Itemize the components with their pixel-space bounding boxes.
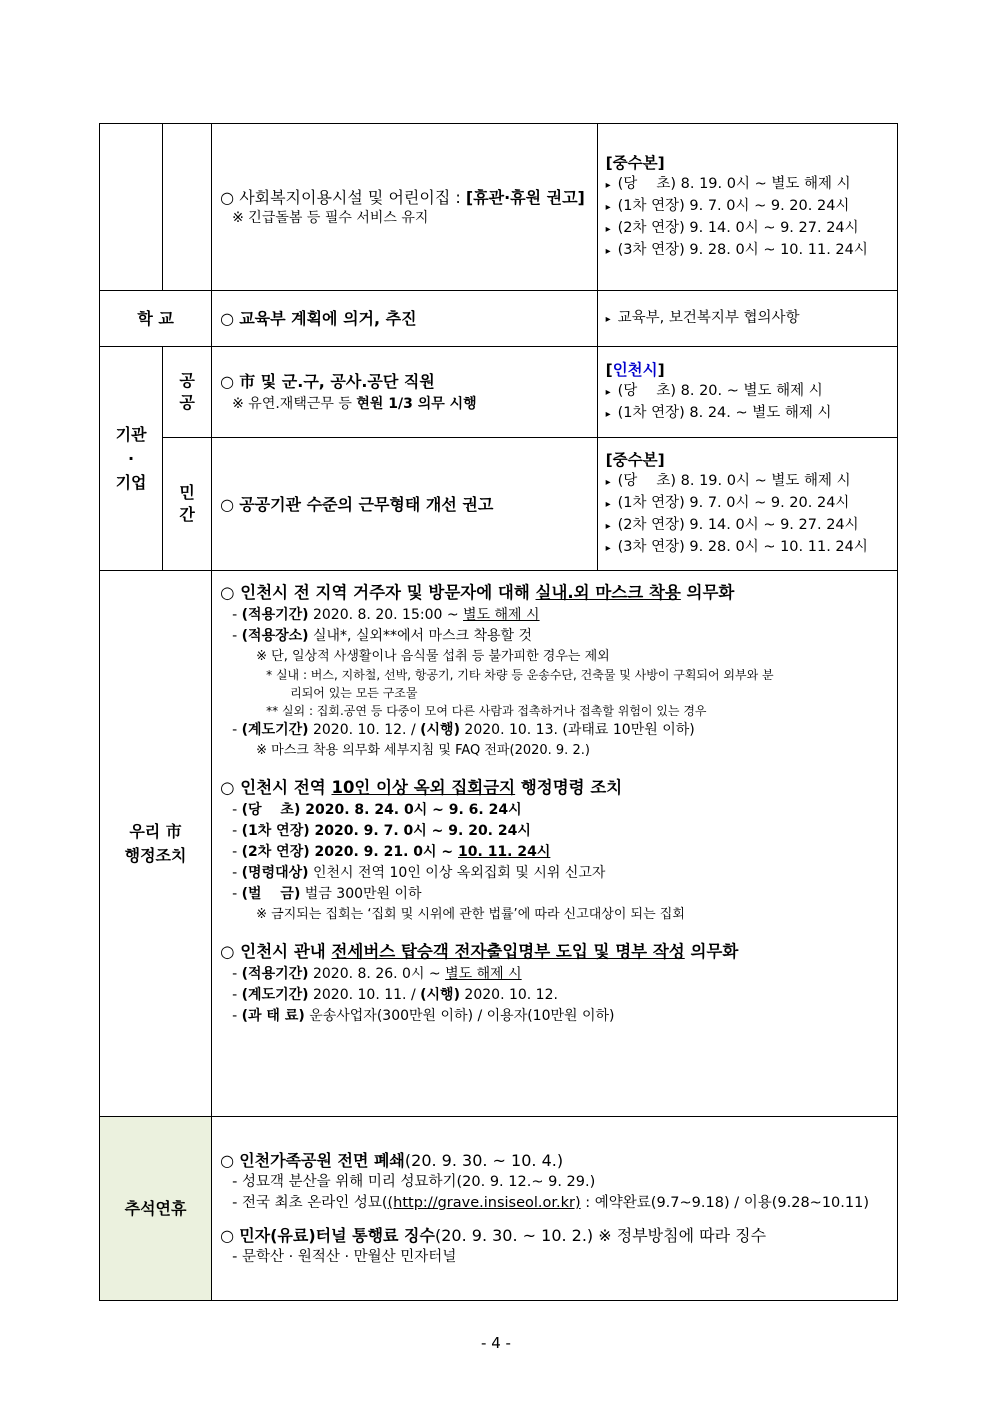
mask-system: 2020. 10. 12. / [308, 722, 421, 738]
mask-system-label: (계도기간) [241, 722, 309, 738]
assembly-line: 인천시 전역 10인 이상 옥외집회 및 시위 신고자 [308, 865, 606, 881]
public-note: ※ 유연.재택근무 등 [232, 395, 357, 412]
bullet-icon: ○ [220, 1151, 235, 1170]
assembly-label: (당 초) [241, 802, 301, 818]
toll-title: 민자(유료)터널 통행료 징수 [239, 1226, 435, 1245]
assembly-line-underline: 10. 11. 24시 [458, 844, 551, 860]
ref-line: (1차 연장) 9. 7. 0시 ~ 9. 20. 24시 [617, 495, 850, 511]
chuseok-row [100, 1117, 898, 1301]
private-text: 공공기관 수준의 근무형태 개선 권고 [239, 494, 494, 514]
ref-line: (2차 연장) 9. 14. 0시 ~ 9. 27. 24시 [617, 517, 859, 533]
page-number: - 4 - [481, 1334, 511, 1352]
mask-note: ** 실외 : 집회.공연 등 다중이 모여 다른 사람과 접촉하거나 접촉할 위험이 있는 경우 [266, 704, 707, 718]
welfare-content [212, 124, 597, 291]
bus-title: 의무화 [684, 942, 739, 961]
ref-header: [중수본] [605, 154, 665, 172]
mask-note: * 실내 : 버스, 지하철, 선박, 항공기, 기타 차량 등 운송수단, 건축물 및 사방이 구획되어 외부와 분 [266, 668, 774, 682]
toll-date: (20. 9. 30. ~ 10. 2.) [434, 1226, 594, 1245]
triangle-icon: ▸ [605, 387, 611, 398]
public-label-1: 공 [179, 371, 195, 390]
empty-cell [100, 124, 163, 291]
ref-line: (3차 연장) 9. 28. 0시 ~ 10. 11. 24시 [617, 539, 868, 555]
bullet-icon: ○ [220, 494, 235, 514]
city-label-1: 우리 市 [129, 821, 182, 841]
public-label [163, 347, 212, 438]
bullet-icon: ○ [220, 583, 235, 602]
ref-header: ] [657, 361, 665, 379]
bullet-icon: ○ [220, 778, 235, 797]
bullet-icon: ○ [220, 1226, 235, 1245]
mask-note: ※ 단, 일상적 사생활이나 음식물 섭취 등 불가피한 경우는 제외 [256, 649, 610, 664]
assembly-label: (2차 연장) [241, 844, 310, 860]
school-content [212, 291, 597, 347]
ref-header-city: 인천시 [612, 361, 658, 379]
bullet-icon: ○ [220, 188, 235, 207]
mask-period-underline: 별도 해제 시 [463, 607, 540, 623]
empty-cell [163, 124, 212, 291]
bus-label: (시행) [420, 987, 460, 1003]
bus-line: 운송사업자(300만원 이하) / 이용자(10만원 이하) [304, 1008, 615, 1024]
bullet-icon: ○ [220, 942, 235, 961]
bus-line: 2020. 10. 11. / [308, 987, 421, 1003]
school-text: 교육부 계획에 의거, 추진 [239, 309, 417, 328]
school-label: 학 교 [100, 291, 212, 347]
mask-title: 의무화 [680, 583, 735, 602]
school-row [100, 291, 898, 347]
bus-title-underline: 전세버스 탑승객 전자출입명부 도입 및 명부 작성 [331, 942, 685, 961]
welfare-ref [597, 124, 897, 291]
assembly-title: 행정명령 조치 [515, 778, 623, 797]
private-content [212, 438, 597, 571]
mask-place: 실내*, 실외**에서 마스크 착용할 것 [308, 628, 533, 644]
assembly-line: 2020. 9. 7. 0시 ~ 9. 20. 24시 [309, 823, 531, 839]
ref-line: (3차 연장) 9. 28. 0시 ~ 10. 11. 24시 [617, 242, 868, 258]
triangle-icon: ▸ [605, 499, 611, 510]
triangle-icon: ▸ [605, 543, 611, 554]
mask-period: 2020. 8. 20. 15:00 ~ [308, 607, 464, 623]
bullet-icon: ○ [220, 309, 235, 328]
city-label [100, 571, 212, 1117]
bus-label: (계도기간) [241, 987, 309, 1003]
private-label-2: 간 [179, 505, 195, 524]
ref-header: [ [605, 361, 613, 379]
mask-note: 리되어 있는 모든 구조물 [290, 686, 418, 700]
ref-line: (1차 연장) 8. 24. ~ 별도 해제 시 [617, 405, 832, 421]
city-label-2: 행정조치 [124, 845, 187, 865]
ref-header: [중수본] [605, 451, 665, 469]
ref-line: (당 초) 8. 20. ~ 별도 해제 시 [617, 383, 823, 399]
chuseok-content [212, 1117, 898, 1301]
triangle-icon: ▸ [605, 409, 611, 420]
bus-label: (과 태 료) [241, 1008, 305, 1024]
triangle-icon: ▸ [605, 202, 611, 213]
welfare-note: ※ 긴급돌봄 등 필수 서비스 유지 [232, 210, 429, 226]
triangle-icon: ▸ [605, 246, 611, 257]
park-line: - 성묘객 분산을 위해 미리 성묘하기(20. 9. 12.~ 9. 29.) [232, 1174, 596, 1190]
assembly-label: (1차 연장) [241, 823, 310, 839]
mask-system-label: (시행) [420, 722, 460, 738]
mask-place-label: (적용장소) [241, 628, 309, 644]
org-label [100, 347, 163, 571]
city-content: ○ 인천시 전 지역 거주자 및 방문자에 대해 실내.외 마스크 착용 의무화 - (적용기간) 2020. 8. 20. 15:00 ~ 별도 해제 시 - (적용장소) 실내*, 실외**에서 마스크 착용할 것 ※ 단, 일상적 사생활이나 음식물 섭취 등 불가피한 경우는 제외 * 실내 : 버스, 지하철, 선박, 항공기, 기타 차량 등 운송수단, 건축물 및 사방이 구획되어 외부와 분 리되어 있는 모든 구조물 ** 실외 : 집회.공연 등 다중이 모여 다른 사람과 접촉하거나 접촉할 위험이 있는 경우 - (계도기간) 2020. 10. 12. / (시행) 2020. 10. 13. (과태료 10만원 이하) ※ 마스크 착용 의무화 세부지침 및 FAQ 전파(2020. 9. 2.) ○ 인천시 전역 10인 이상 옥외 집회금지 행정명령 조치 - (당 초) 2020. 8. 24. 0시 ~ 9. 6. 24시 - (1차 연장) 2020. 9. 7. 0시 ~ 9. 20. 24시 - (2차 연장) 2020. 9. 21. 0시 ~ 10. 11. 24시 - (명령대상) 인천시 전역 10인 이상 옥외집회 및 시위 신고자 - (벌 금) 벌금 300만원 이하 ※ 금지되는 집회는 ‘집회 및 시위에 관한 법률’에 따라 신고대상이 되는 집회 ○ 인천시 관내 전세버스 탑승객 전자출입명부 도입 및 명부 작성 의무화 - (적용기간) 2020. 8. 26. 0시 ~ 별도 해제 시 - (계도기간) 2020. 10. 11. / (시행) 2020. 10. 12. - (과 태 료) 운송사업자(300만원 이하) / 이용자(10만원 이하) [212, 571, 898, 1117]
triangle-icon: ▸ [605, 521, 611, 532]
assembly-line: 2020. 9. 21. 0시 ~ [309, 844, 459, 860]
public-content [212, 347, 597, 438]
assembly-title-underline: 10인 이상 옥외 집회금지 [331, 778, 516, 797]
park-date: (20. 9. 30. ~ 10. 4.) [404, 1151, 564, 1170]
assembly-line: 벌금 300만원 이하 [300, 886, 422, 902]
org-label-3: 기업 [115, 472, 147, 492]
assembly-title: 인천시 전역 [240, 778, 332, 797]
public-note-bold: 현원 1/3 의무 시행 [356, 395, 477, 412]
bus-line: 2020. 10. 12. [459, 987, 558, 1003]
ref-line: (당 초) 8. 19. 0시 ~ 별도 해제 시 [617, 473, 851, 489]
mask-title: 인천시 전 지역 거주자 및 방문자에 대해 [240, 583, 536, 602]
toll-note: ※ 정부방침에 따라 징수 [593, 1226, 767, 1245]
private-label [163, 438, 212, 571]
welfare-row [100, 124, 898, 291]
bus-line-underline: 별도 해제 시 [445, 966, 522, 982]
mask-period-label: (적용기간) [241, 607, 309, 623]
school-ref [597, 291, 897, 347]
bus-line: 2020. 8. 26. 0시 ~ [308, 966, 446, 982]
city-row [100, 571, 898, 1117]
org-private-row [100, 438, 898, 571]
assembly-label: (명령대상) [241, 865, 309, 881]
assembly-line: 2020. 8. 24. 0시 ~ 9. 6. 24시 [300, 802, 522, 818]
private-ref [597, 438, 897, 571]
bullet-icon: ○ [220, 371, 235, 391]
ref-line: 교육부, 보건복지부 협의사항 [617, 309, 800, 326]
triangle-icon: ▸ [605, 224, 611, 235]
park-line: - 전국 최초 온라인 성묘( [232, 1195, 388, 1211]
triangle-icon: ▸ [605, 313, 611, 325]
park-title: 인천가족공원 전면 폐쇄 [239, 1151, 405, 1170]
public-label-2: 공 [179, 393, 195, 412]
ref-line: (1차 연장) 9. 7. 0시 ~ 9. 20. 24시 [617, 198, 850, 214]
ref-line: (2차 연장) 9. 14. 0시 ~ 9. 27. 24시 [617, 220, 859, 236]
private-label-1: 민 [179, 483, 195, 502]
welfare-bold: [휴관·휴원 권고] [465, 188, 585, 207]
mask-system: 2020. 10. 13. (과태료 10만원 이하) [459, 722, 695, 738]
mask-note: ※ 마스크 착용 의무화 세부지침 및 FAQ 전파(2020. 9. 2.) [256, 743, 590, 758]
org-public-row [100, 347, 898, 438]
bus-label: (적용기간) [241, 966, 309, 982]
chuseok-label: 추석연휴 [100, 1117, 212, 1301]
ref-line: (당 초) 8. 19. 0시 ~ 별도 해제 시 [617, 176, 851, 192]
park-link[interactable]: (http://grave.insiseol.or.kr) [387, 1195, 581, 1211]
bus-title: 인천시 관내 [240, 942, 332, 961]
public-text: 市 및 군.구, 공사.공단 직원 [239, 371, 435, 391]
assembly-label: (벌 금) [241, 886, 301, 902]
mask-title-underline: 실내.외 마스크 착용 [535, 583, 681, 602]
toll-line: - 문학산 · 원적산 · 만월산 민자터널 [232, 1249, 457, 1265]
triangle-icon: ▸ [605, 477, 611, 488]
triangle-icon: ▸ [605, 180, 611, 191]
welfare-text: 사회복지이용시설 및 어린이집 : [239, 188, 466, 207]
public-ref [597, 347, 897, 438]
org-label-2: · [128, 448, 135, 468]
org-label-1: 기관 [115, 424, 147, 444]
policy-table [99, 123, 898, 1301]
assembly-note: ※ 금지되는 집회는 ‘집회 및 시위에 관한 법률’에 따라 신고대상이 되는 집회 [256, 907, 685, 922]
park-line: : 예약완료(9.7~9.18) / 이용(9.28~10.11) [580, 1195, 869, 1211]
